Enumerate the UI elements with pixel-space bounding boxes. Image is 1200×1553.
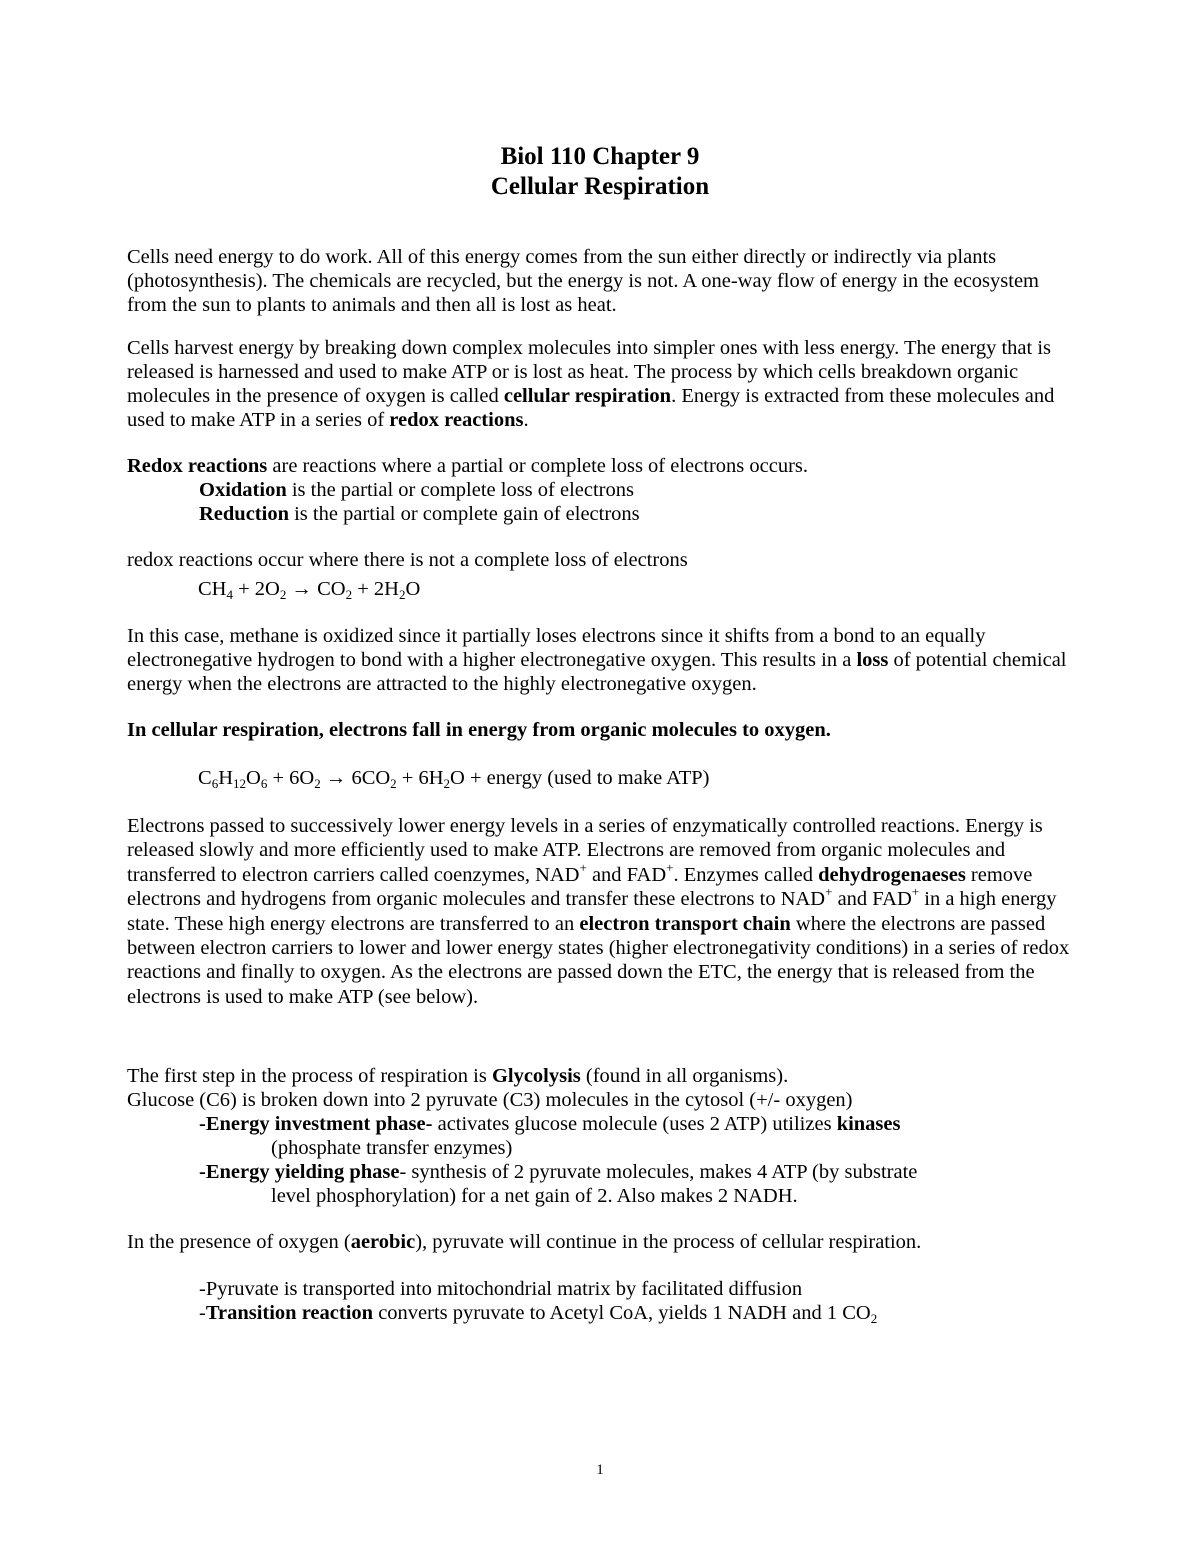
partial-loss-text: redox reactions occur where there is not a complete loss of electrons (127, 549, 688, 571)
term-redox-reactions: redox reactions (389, 409, 524, 431)
partial-loss-note (127, 548, 1077, 572)
eq-text: + 6H (396, 767, 444, 789)
document-title (0, 142, 1200, 202)
subscript: 2 (870, 1311, 878, 1326)
superscript: + (666, 859, 674, 875)
eq-sub: 2 (443, 776, 451, 791)
eq-text: + 2H (352, 578, 399, 600)
aerobic-section (127, 1230, 1077, 1254)
eq-sub: 12 (233, 776, 246, 791)
glycolysis-section (127, 1064, 1077, 1208)
text: and FAD (586, 863, 667, 886)
paragraph-electrons (127, 814, 1077, 1009)
superscript: + (579, 859, 587, 875)
investment-continuation: (phosphate transfer enzymes) (271, 1137, 513, 1159)
title-line-1: Biol 110 Chapter 9 (500, 143, 700, 170)
eq-text: → CO (286, 578, 346, 600)
eq-text: C (198, 767, 212, 789)
text: of potential chemical energy when the electrons are attracted to the highly electronegative oxygen. (127, 649, 1067, 695)
text: and FAD (832, 888, 912, 911)
eq-sub: 2 (345, 587, 353, 602)
text: are reactions where a partial or complete loss of electrons occurs. (267, 455, 809, 477)
text: . Energy is extracted from these molecules and used to make ATP in a series of (127, 385, 1055, 431)
redox-definitions (127, 454, 1077, 526)
title-line-2: Cellular Respiration (490, 173, 710, 200)
eq-sub: 6 (260, 776, 268, 791)
eq-sub: 2 (314, 776, 321, 791)
superscript: + (825, 884, 833, 900)
paragraph-intro (127, 245, 1077, 317)
yielding-continuation: level phosphorylation) for a net gain of 2. Also makes 2 NADH. (271, 1185, 798, 1207)
term-reduction: Reduction (199, 503, 289, 525)
equation-methane (198, 577, 420, 601)
paragraph-intro-text: Cells need energy to do work. All of this energy comes from the sun either directly or indirectly via plants (photosynthesis). The chemicals are recycled, but the energy is not. A one-way flow of energy in the ecosystem from the sun to plants to animals and then all is lost as heat. (127, 246, 1039, 316)
text: Cells harvest energy by breaking down complex molecules into simpler ones with less energy. The energy that is released is harnessed and used to make ATP or is lost as heat. The process by which cells breakdown organic molecules in the presence of oxygen is called (127, 337, 1052, 407)
eq-sub: 6 (211, 776, 219, 791)
text: activates glucose molecule (uses 2 ATP) utilizes (432, 1113, 837, 1135)
term-cellular-respiration: cellular respiration (503, 385, 672, 407)
text: remove electrons and hydrogens from organic molecules and transfer these electrons to NAD (127, 863, 1033, 911)
eq-text: → 6CO (320, 767, 391, 789)
pyruvate-section (127, 1277, 1077, 1325)
glycolysis-line-2: Glucose (C6) is broken down into 2 pyruvate (C3) molecules in the cytosol (+/- oxygen) (127, 1089, 853, 1111)
pyruvate-line-1: -Pyruvate is transported into mitochondrial matrix by facilitated diffusion (199, 1278, 803, 1300)
paragraph-methane (127, 624, 1077, 696)
text: - (199, 1302, 206, 1324)
term-loss: loss (856, 649, 889, 671)
superscript: + (911, 884, 920, 900)
text: . Enzymes called (673, 863, 819, 886)
term-kinases: kinases (836, 1113, 901, 1135)
eq-sub: 2 (390, 776, 397, 791)
text: - synthesis of 2 pyruvate molecules, makes 4 ATP (by substrate (399, 1161, 918, 1183)
eq-text: O + energy (used to make ATP) (450, 767, 710, 789)
term-glycolysis: Glycolysis (491, 1065, 581, 1087)
eq-text: CH (198, 578, 227, 600)
page-number: 1 (596, 1462, 604, 1478)
text: where the electrons are passed between electron carriers to lower and lower energy states (higher electronegativity conditions) in a series of redox reactions and finally to oxygen. As the electrons are passed down the ETC, the energy that is released from the electrons is used to make ATP (see below). (127, 912, 1070, 1008)
term-dehydrogenases: dehydrogenaeses (818, 863, 966, 886)
text: ), pyruvate will continue in the process of cellular respiration. (415, 1231, 922, 1253)
term-energy-yielding: -Energy yielding phase (199, 1161, 400, 1183)
eq-text: O (246, 767, 261, 789)
eq-sub: 2 (398, 587, 406, 602)
term-aerobic: aerobic (350, 1231, 416, 1253)
text: (found in all organisms). (580, 1065, 789, 1087)
text: is the partial or complete loss of electrons (286, 479, 634, 501)
text: In the presence of oxygen ( (127, 1231, 351, 1253)
term-redox: Redox reactions (127, 455, 268, 477)
term-energy-investment: -Energy investment phase- (199, 1113, 433, 1135)
text: in a high energy state. These high energy electrons are transferred to an (127, 888, 1057, 935)
equation-glucose (198, 766, 709, 790)
text: . (523, 409, 529, 431)
text: The first step in the process of respiration is (127, 1065, 492, 1087)
term-transition-reaction: Transition reaction (205, 1302, 374, 1324)
paragraph-harvest (127, 336, 1077, 432)
term-oxidation: Oxidation (199, 479, 287, 501)
text: Electrons passed to successively lower energy levels in a series of enzymatically controlled reactions. Energy is released slowly and more efficiently used to make ATP. Electrons are removed from organic molecules and transferred to electron carriers called coenzymes, NAD (127, 815, 1043, 886)
eq-sub: 2 (279, 587, 287, 602)
key-statement-text: In cellular respiration, electrons fall in energy from organic molecules to oxygen. (127, 719, 831, 741)
eq-text: H (218, 767, 233, 789)
term-electron-transport-chain: electron transport chain (579, 912, 791, 935)
text: In this case, methane is oxidized since it partially loses electrons since it shifts from a bond to an equally electronegative hydrogen to bond with a higher electronegative oxygen. This results in a (127, 625, 986, 671)
key-statement (127, 718, 1077, 742)
text: converts pyruvate to Acetyl CoA, yields 1 NADH and 1 CO (373, 1302, 871, 1324)
eq-text: + 6O (267, 767, 315, 789)
eq-sub: 4 (226, 587, 233, 602)
eq-text: O (405, 578, 421, 600)
text: is the partial or complete gain of electrons (288, 503, 640, 525)
eq-text: + 2O (232, 578, 280, 600)
